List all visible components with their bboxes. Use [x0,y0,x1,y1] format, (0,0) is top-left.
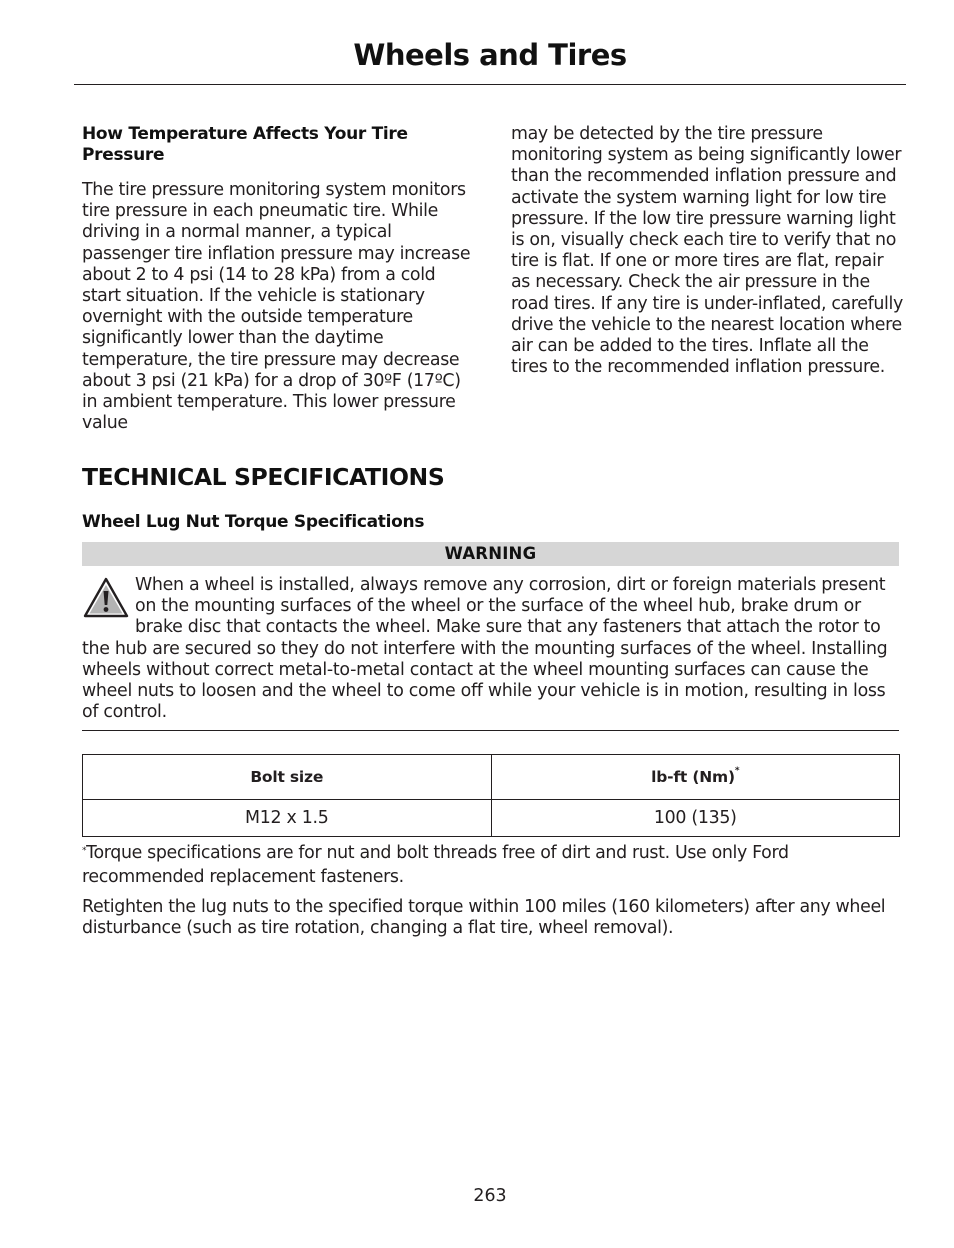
retighten-paragraph: Retighten the lug nuts to the specified torque within 100 miles (160 kilometers) after any wheel disturbance (such as tire rotation, changing a flat tire, wheel removal). [82,897,886,939]
warning-divider [82,730,899,731]
table-cell-torque: 100 (135) [491,800,900,837]
table-row [83,800,900,837]
technical-specifications-title: TECHNICAL SPECIFICATIONS [82,463,445,491]
torque-spec-table [82,754,900,837]
table-cell-bolt-size: M12 x 1.5 [83,800,492,837]
table-header-row [83,755,900,800]
header-divider [74,84,906,85]
table-header-bolt-size: Bolt size [83,755,492,800]
footnote-marker: * [734,766,740,776]
torque-footnote: *Torque specifications are for nut and bolt threads free of dirt and rust. Use only Ford recommended replacement fasteners. [82,843,789,887]
temperature-paragraph-right: may be detected by the tire pressure monitoring system as being significantly lower than the recommended inflation pressure and activate the system warning light for low tire pressure. If the low tire pressure warning light is on, visually check each tire to verify that no tire is flat. If one or more tires are flat, repair as necessary. Check the air pressure in the road tires. If any tire is under-inflated, carefully drive the vehicle to the nearest location where air can be added to the tires. Inflate all the tires to the recommended inflation pressure. [511,124,903,378]
footnote-marker: * [82,846,87,856]
lug-nut-torque-heading: Wheel Lug Nut Torque Specifications [82,512,425,532]
page-title: Wheels and Tires [353,38,627,72]
warning-text-block [82,575,902,723]
section-heading-temperature: How Temperature Affects Your Tire Pressure [82,124,408,165]
temperature-paragraph-left: The tire pressure monitoring system monitors tire pressure in each pneumatic tire. While driving in a normal manner, a typical passenger tire inflation pressure may increase about 2 to 4 psi (14 to 28 kPa) from a cold start situation. If the vehicle is stationary overnight with the outside temperature significantly lower than the daytime temperature, the tire pressure may decrease about 3 psi (21 kPa) for a drop of 30ºF (17ºC) in ambient temperature. This lower pressure value [82,180,471,434]
page-number: 263 [473,1186,507,1206]
warning-banner: WARNING [82,542,899,566]
warning-text: When a wheel is installed, always remove any corrosion, dirt or foreign materials present on the mounting surfaces of the wheel or the surface of the wheel hub, brake drum or brake disc that contacts the wheel. Make sure that any fasteners that attach the rotor to the hub are secured so they do not interfere with the mounting surfaces of the wheel. Installing wheels without correct metal-to-metal contact at the wheel mounting surfaces can cause the wheel nuts to loosen and the wheel to come off while your vehicle is in motion, resulting in loss of control. [82,575,888,723]
left-column [82,124,474,434]
table-header-torque: lb-ft (Nm)* [491,755,900,800]
right-column [511,124,903,378]
